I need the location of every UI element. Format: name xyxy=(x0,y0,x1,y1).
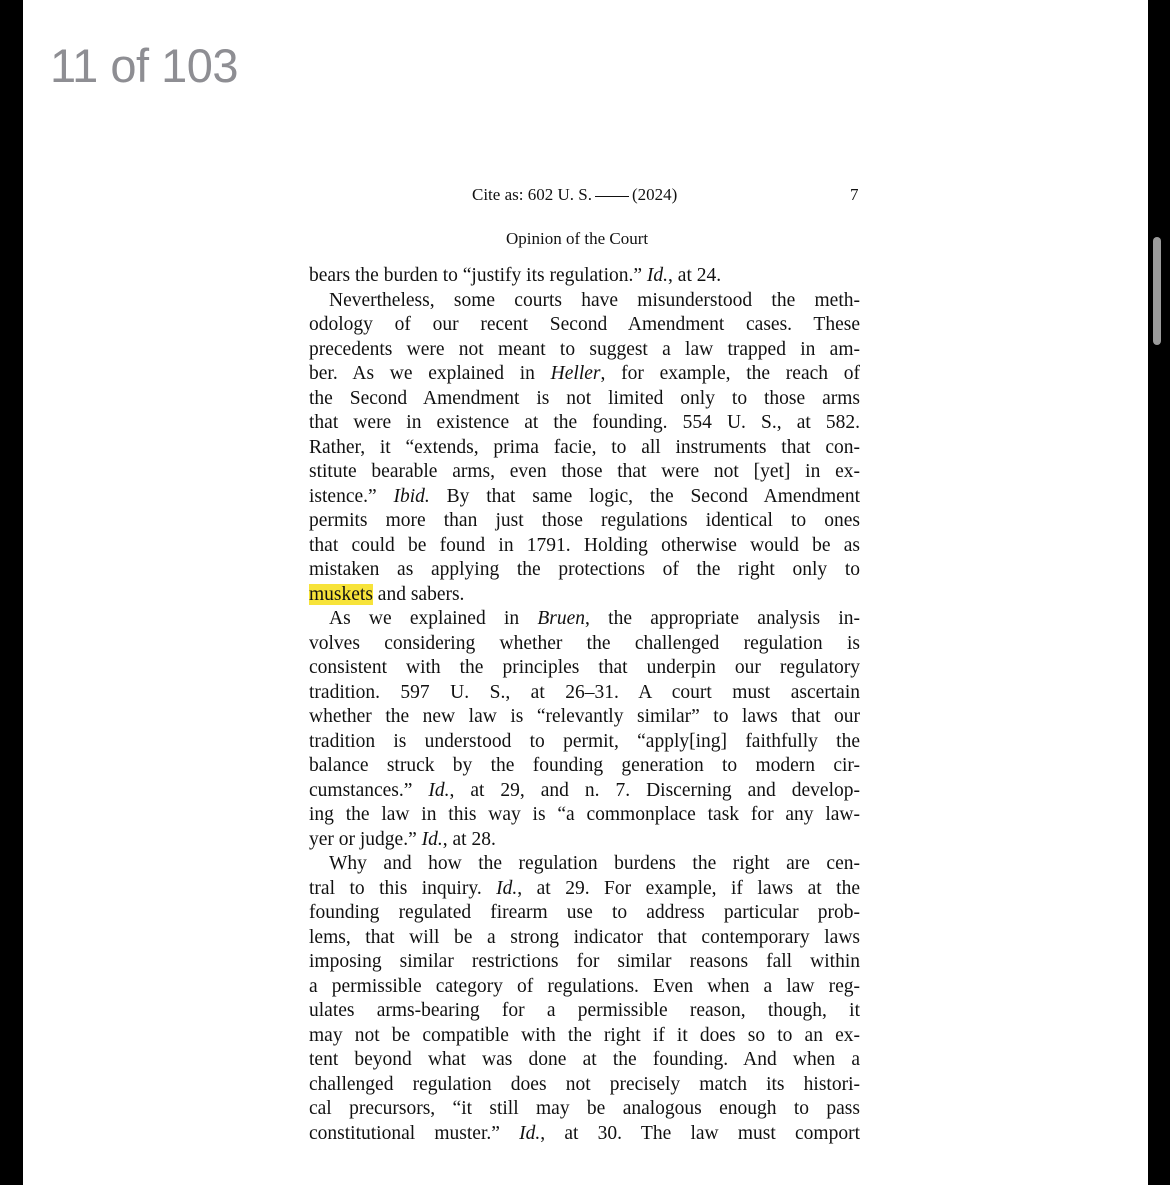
text-line: that could be found in 1791. Holding otherwise would be as xyxy=(309,534,860,556)
running-header-citation xyxy=(472,185,677,205)
text-line: Nevertheless, some courts have misunderstood the meth- xyxy=(329,289,860,311)
text-line: odology of our recent Second Amendment cases. These xyxy=(309,314,860,335)
highlighted-text[interactable]: muskets xyxy=(309,583,373,605)
text-line: cumstances.” Id., at 29, and n. 7. Discerning and develop- xyxy=(309,779,860,801)
scrollbar-thumb[interactable] xyxy=(1153,237,1161,345)
text-line: lems, that will be a strong indicator that contemporary laws xyxy=(309,926,860,948)
text-line: Why and how the regulation burdens the right are cen- xyxy=(329,853,860,874)
text-line: that were in existence at the founding. 554 U. S., at 582. xyxy=(309,412,860,433)
page-counter: 11 of 103 xyxy=(50,39,239,92)
text-line: constitutional muster.” Id., at 30. The law must comport xyxy=(309,1122,860,1144)
text-line: cal precursors, “it still may be analogous enough to pass xyxy=(309,1098,860,1119)
opinion-title: Opinion of the Court xyxy=(506,229,649,248)
text-line: precedents were not meant to suggest a law trapped in am- xyxy=(309,338,860,360)
text-line: Rather, it “extends, prima facie, to all instruments that con- xyxy=(309,436,860,458)
text-line: tradition. 597 U. S., at 26–31. A court must ascertain xyxy=(309,681,860,703)
text-line: balance struck by the founding generation to modern cir- xyxy=(309,755,860,776)
text-line: stitute bearable arms, even those that were not [yet] in ex- xyxy=(309,461,860,482)
text-line: tradition is understood to permit, “apply[ing] faithfully the xyxy=(309,730,860,752)
text-line: whether the new law is “relevantly similar” to laws that our xyxy=(309,706,860,727)
text-line: istence.” Ibid. By that same logic, the Second Amendment xyxy=(309,485,861,507)
cite-year: (2024) xyxy=(631,185,678,204)
text-line: bears the burden to “justify its regulation.” Id., at 24. xyxy=(309,265,722,286)
text-line: As we explained in Bruen, the appropriate analysis in- xyxy=(329,608,860,629)
text-line: the Second Amendment is not limited only to those arms xyxy=(309,387,860,409)
text-line: tent beyond what was done at the founding. And when a xyxy=(309,1049,860,1070)
text-line: volves considering whether the challenged regulation is xyxy=(309,632,860,654)
text-line: permits more than just those regulations identical to ones xyxy=(309,510,860,531)
text-line: ing the law in this way is “a commonplace task for any law- xyxy=(309,804,860,825)
text-line: may not be compatible with the right if it does so to an ex- xyxy=(309,1024,860,1046)
text-line: imposing similar restrictions for similar reasons fall within xyxy=(309,951,860,972)
opinion-body xyxy=(309,264,860,1146)
cite-prefix: Cite as: 602 U. S. xyxy=(472,185,592,204)
text-line: yer or judge.” Id., at 28. xyxy=(309,828,496,850)
text-line: ulates arms-bearing for a permissible reason, though, it xyxy=(309,1000,860,1021)
header-page-number: 7 xyxy=(850,185,859,204)
text-line: founding regulated firearm use to address particular prob- xyxy=(309,902,860,923)
text-line: mistaken as applying the protections of the right only to xyxy=(309,559,860,580)
text-line: muskets and sabers. xyxy=(309,583,465,605)
text-line: a permissible category of regulations. Even when a law reg- xyxy=(309,975,860,997)
text-line: tral to this inquiry. Id., at 29. For example, if laws at the xyxy=(309,877,860,899)
text-line: challenged regulation does not precisely match its histori- xyxy=(309,1073,860,1095)
text-line: consistent with the principles that underpin our regulatory xyxy=(309,657,860,678)
scrollbar-track[interactable] xyxy=(1148,0,1170,1185)
cite-blank-line xyxy=(595,196,629,197)
text-line: ber. As we explained in Heller, for example, the reach of xyxy=(309,363,860,384)
